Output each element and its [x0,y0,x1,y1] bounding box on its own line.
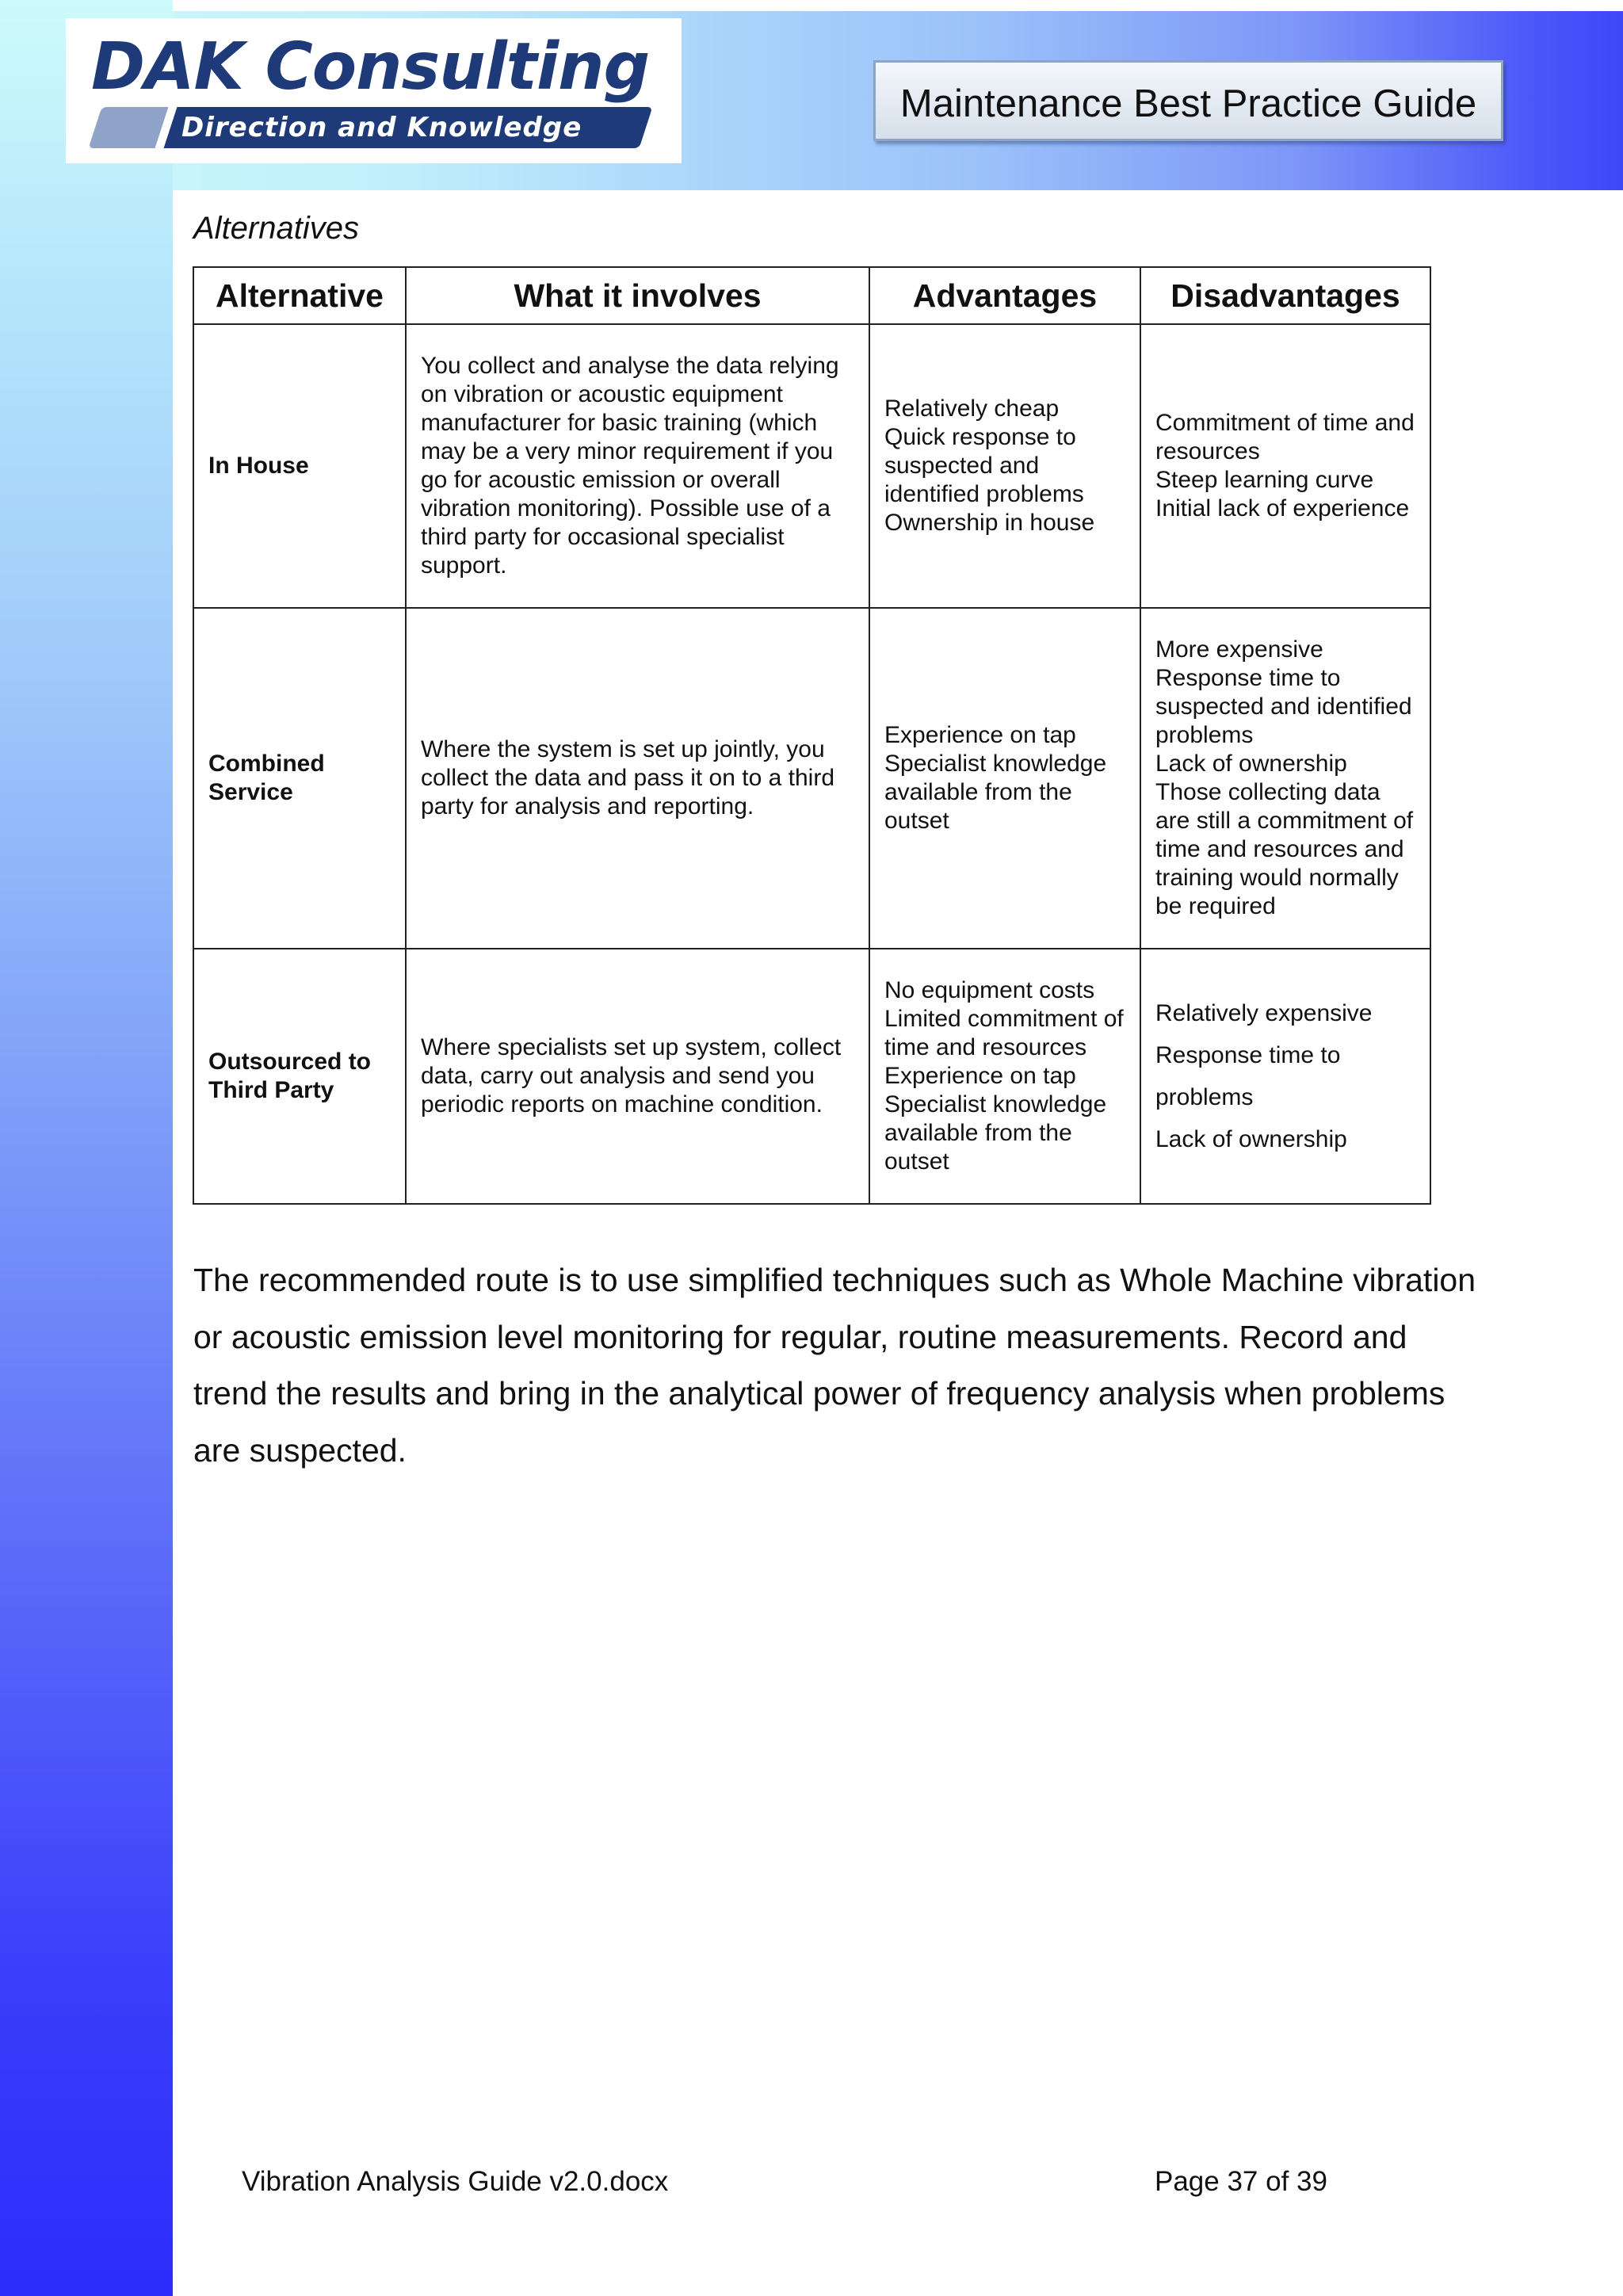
disadvantages-cell [1140,608,1430,949]
advantage-item: Quick response to suspected and identified problems [884,424,1084,507]
alternative-cell: Combined Service [193,608,406,949]
disadvantage-item: Relatively expensive [1155,1000,1373,1026]
advantages-cell [869,608,1140,949]
table-row [193,324,1430,608]
company-logo [66,18,682,163]
disadvantage-item: Those collecting data are still a commitment of time and resources and training would normally be required [1155,779,1414,919]
involves-cell: Where the system is set up jointly, you collect the data and pass it on to a third party for analysis and reporting. [406,608,869,949]
advantages-cell [869,324,1140,608]
header-alternative: Alternative [193,267,406,324]
disadvantages-cell [1140,949,1430,1204]
advantage-item: Specialist knowledge available from the outset [884,1091,1107,1175]
table-row [193,949,1430,1204]
table-header-row [193,267,1430,324]
table-row [193,608,1430,949]
document-title-box [873,60,1503,141]
advantage-item: No equipment costs [884,977,1095,1003]
logo-title: DAK Consulting [91,29,650,105]
disadvantage-item: Steep learning curve [1155,467,1374,493]
disadvantage-item: Commitment of time and resources [1155,410,1415,464]
section-title: Alternatives [193,211,359,246]
disadvantages-cell [1140,324,1430,608]
logo-bar-accent [89,107,169,148]
document-title: Maintenance Best Practice Guide [899,82,1477,125]
top-strip [0,0,1623,11]
advantage-item: Specialist knowledge available from the outset [884,751,1107,834]
alternative-cell: Outsourced to Third Party [193,949,406,1204]
advantages-cell [869,949,1140,1204]
header-disadvantages: Disadvantages [1140,267,1430,324]
alternative-cell: In House [193,324,406,608]
advantage-item: Experience on tap [884,722,1076,748]
advantage-item: Relatively cheap [884,395,1060,422]
disadvantage-item: problems [1155,1084,1254,1110]
logo-subtitle: Direction and Knowledge [181,112,582,143]
disadvantage-item: Lack of ownership [1155,1126,1347,1152]
disadvantage-item: Initial lack of experience [1155,495,1410,521]
recommendation-paragraph: The recommended route is to use simplified techniques such as Whole Machine vibration or acoustic emission level monitoring for regular, routine measurements. Record and trend the results and bring in the analytical power of frequency analysis when problems are suspected. [193,1262,1476,1469]
alternatives-table [193,266,1431,1205]
advantage-item: Limited commitment of time and resources [884,1006,1124,1060]
footer-filename: Vibration Analysis Guide v2.0.docx [242,2166,669,2197]
involves-cell: You collect and analyse the data relying on vibration or acoustic equipment manufacturer for basic training (which may be a very minor requirement if you go for acoustic emission or overall vibration monitoring). Possible use of a third party for occasional specialist support. [406,324,869,608]
header-advantages: Advantages [869,267,1140,324]
disadvantage-item: More expensive [1155,636,1323,663]
header-what-it-involves: What it involves [406,267,869,324]
advantage-item: Experience on tap [884,1063,1076,1089]
disadvantage-item: Response time to suspected and identified problems [1155,665,1412,748]
disadvantage-item: Lack of ownership [1155,751,1347,777]
footer-page-number: Page 37 of 39 [1155,2166,1327,2197]
side-band [0,0,173,2296]
advantage-item: Ownership in house [884,510,1095,536]
involves-cell: Where specialists set up system, collect data, carry out analysis and send you periodic reports on machine condition. [406,949,869,1204]
disadvantage-item: Response time to [1155,1042,1341,1068]
